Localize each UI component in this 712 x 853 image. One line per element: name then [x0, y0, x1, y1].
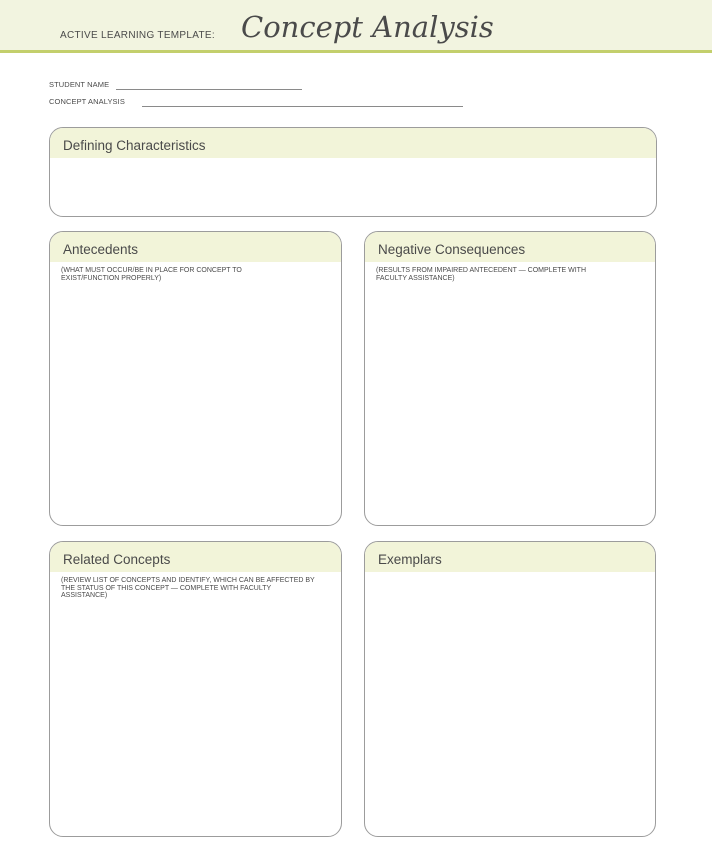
- related-concepts-title: Related Concepts: [63, 552, 171, 567]
- related-concepts-hint: (REVIEW LIST OF CONCEPTS AND IDENTIFY, WHICH CAN BE AFFECTED BY THE STATUS OF THIS CONCEPT — COMPLETE WITH FACULTY ASSISTANCE): [61, 577, 315, 599]
- box-header: [365, 232, 655, 262]
- negative-consequences-hint: (RESULTS FROM IMPAIRED ANTECEDENT — COMPLETE WITH FACULTY ASSISTANCE): [376, 267, 587, 282]
- student-name-label: STUDENT NAME: [49, 80, 110, 89]
- defining-characteristics-title: Defining Characteristics: [63, 138, 206, 153]
- negative-consequences-box[interactable]: [364, 231, 656, 526]
- concept-analysis-label: CONCEPT ANALYSIS: [49, 97, 125, 106]
- page-title: Concept Analysis: [241, 10, 494, 44]
- box-header: [50, 232, 341, 262]
- negative-consequences-title: Negative Consequences: [378, 242, 526, 257]
- template-type-label: ACTIVE LEARNING TEMPLATE:: [60, 30, 215, 41]
- template-header: [0, 0, 712, 53]
- box-header: [50, 542, 341, 572]
- student-name-field[interactable]: [116, 89, 302, 90]
- antecedents-title: Antecedents: [63, 242, 139, 257]
- related-concepts-box[interactable]: [49, 541, 342, 837]
- defining-characteristics-box[interactable]: [49, 127, 657, 217]
- box-header: [365, 542, 655, 572]
- concept-analysis-field[interactable]: [142, 106, 463, 107]
- box-header: [50, 128, 656, 158]
- antecedents-box[interactable]: [49, 231, 342, 526]
- exemplars-box[interactable]: [364, 541, 656, 837]
- antecedents-hint: (WHAT MUST OCCUR/BE IN PLACE FOR CONCEPT TO EXIST/FUNCTION PROPERLY): [61, 267, 242, 282]
- exemplars-title: Exemplars: [378, 552, 442, 567]
